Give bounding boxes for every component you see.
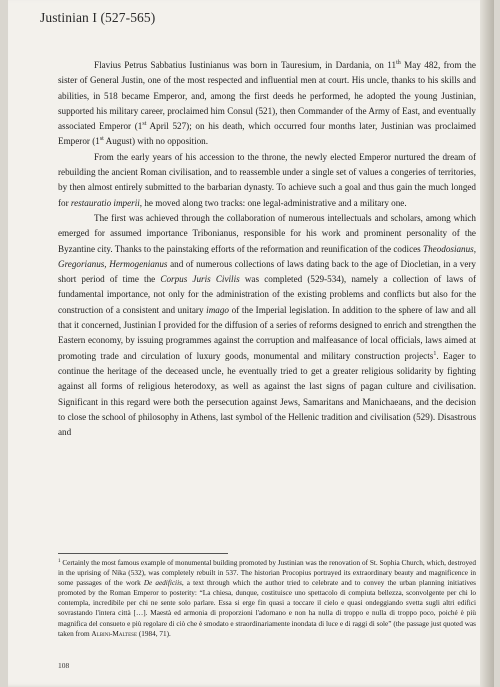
text-run: of the Imperial legislation. In addition to the sphere of law and all that it concerned, Justinian I provided for the diffusion of a series of reforms designed to enrich and strengthen the Eastern economy, by issuing programmes against the corruption and malfeasance of local officials, laws aimed at promoting trade and circulation of luxury goods, monumental and military construction projects	[58, 304, 477, 361]
text-run: Flavius Petrus Sabbatius Iustinianus was born in Tauresium, in Dardania, on 11	[94, 60, 397, 70]
footnote	[58, 558, 476, 639]
text-run: (1984, 71).	[137, 629, 171, 638]
paragraph	[58, 58, 476, 150]
italic-text: imago	[206, 304, 229, 315]
superscript: st	[142, 121, 147, 128]
text-run: , a text through which the author tried to celebrate and to convey the urban planning initiatives promoted by the Roman Emperor to posterity: “La chiesa, dunque, costituisce uno spettacolo di compiuta bellezza, sconvolgente per chi lo contempla, incredibile per chi ne sente solo parlare. Essa si erge fin quasi a toccare il cielo e quasi ondeggiando svetta sugli altri edifici sovrastando l'intera città […]. Maestà ed armonia di proporzioni l'adornano e non ha nulla di troppo e nulla di troppo poco, poiché è più magnifica del consueto e più regolare di ciò che è smodato e straordinariamente inondata di luce e di raggi di sole” (the passage just quoted was taken from	[58, 579, 476, 638]
italic-text: Theodosianus, Gregorianus, Hermogenianus	[58, 243, 476, 269]
book-page	[8, 0, 494, 687]
text-run: was completed (529-534), namely a collection of laws of fundamental importance, not only for the administration of the existing problems and conflicts but also for the construction of a consistent and unitary	[58, 274, 476, 315]
text-run: August) with no opposition.	[103, 136, 209, 147]
italic-text: Corpus Juris Civilis	[160, 274, 240, 285]
paragraph	[58, 211, 476, 440]
text-run: , he moved along two tracks: one legal-administrative and a military one.	[139, 197, 407, 208]
text-run: . Eager to continue the heritage of the deceased uncle, he eventually tried to get a greater religious solidarity by fighting against all forms of religious heterodoxy, as well as against the last signs of pagan culture and civilisation. Significant in this regard were both the persecution against Jews, Samaritans and Manichaeans, and the decision to close the school of philosophy in Athens, last symbol of the Hellenic tradition and civilisation (529). Disastrous and	[58, 350, 476, 438]
body-text	[58, 58, 476, 440]
superscript: 1	[58, 559, 61, 564]
superscript: st	[99, 136, 104, 143]
page-gutter	[480, 0, 494, 687]
paragraph	[58, 150, 476, 211]
text-run: and of numerous collections of laws dating back to the age of Diocletian, in a very short period of time the	[58, 258, 476, 285]
page-number: 108	[58, 661, 70, 670]
small-caps-text: Albini-Maltese	[91, 629, 137, 638]
text-run: The first was achieved through the collaboration of numerous intellectuals and scholars, among which emerged for assumed importance Tribonianus, responsible for his work and prominent personality of the Byzantine city. Thanks to the painstaking efforts of the reformation and reunification of the codices	[58, 212, 476, 254]
footnote-divider	[58, 553, 228, 554]
text-run: April 527); on his death, which occurred four months later, Justinian was proclaimed Emperor (1	[58, 121, 476, 147]
text-run: Certainly the most famous example of monumental building promoted by Justinian was the renovation of St. Sophia Church, which, destroyed in the uprising of Nika (532), was completely rebuilt in 537. The historian Procopius portrayed its extraordinary beauty and magnificence in some passages of the work	[58, 559, 476, 588]
chapter-heading: Justinian I (527-565)	[40, 10, 156, 25]
italic-text: restauratio imperii	[70, 197, 140, 208]
italic-text: De aedificiis	[143, 579, 182, 588]
superscript: 1	[433, 350, 437, 357]
text-run: May 482, from the sister of General Justin, one of the most respected and influential men at court. His uncle, thanks to his skills and abilities, in 518 became Emperor, and, among the first deeds he performed, he adopted the young Justinian, supported his military career, proclaimed him Consul (521), then Commander of the Army of East, and eventually associated Emperor (1	[58, 60, 476, 132]
text-run: From the early years of his accession to the throne, the newly elected Emperor nurtured the dream of rebuilding the ancient Roman civilisation, and to reassemble under a single set of values a congeries of territories, by then almost entirely submitted to the barbarian dynasty. To achieve such a goal and thus gain the much longed for	[58, 151, 476, 208]
superscript: th	[396, 60, 401, 66]
